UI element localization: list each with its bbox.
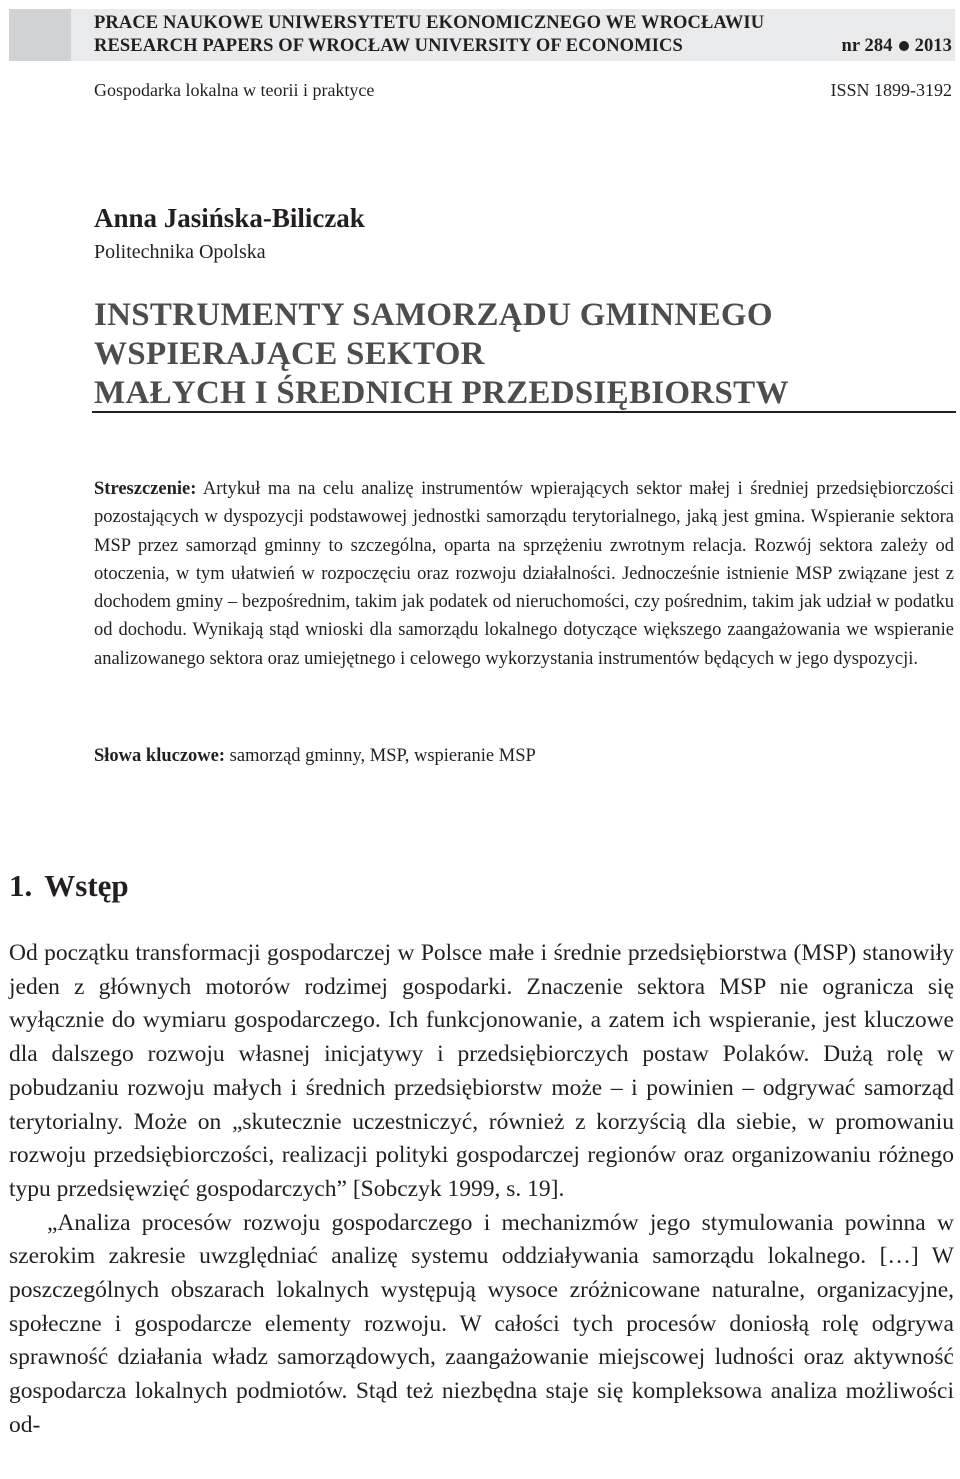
abstract-text: Artykuł ma na celu analizę instrumentów wpierających sektor małej i średniej przedsiębiorczości pozostających w dyspozycji podstawowej jednostki samorządu terytorialnego, jaką jest gmina. Wspieranie sektora MSP przez samorząd gminny to szczególna, oparta na sprzężeniu zwrotnym relacja. Rozwój sektora zależy od otoczenia, w tym ułatwień w rozpoczęciu oraz rozwoju działalności. Jednocześnie istnienie MSP związane jest z dochodem gminy – bezpośrednim, takim jak podatek od nieruchomości, czy pośrednim, takim jak udział w podatku od dochodu. Wynikają stąd wnioski dla samorządu lokalnego dotyczące większego zaangażowania we wspieranie analizowanego sektora oraz umiejętnego i celowego wykorzystania instrumentów będących w jego dyspozycji. <box>94 479 954 669</box>
section-number: 1. <box>9 868 33 903</box>
issue-number: nr 284 <box>841 36 893 56</box>
issue-year: 2013 <box>914 36 952 56</box>
body-paragraph: „Analiza procesów rozwoju gospodarczego i mechanizmów jego stymulowania powinna w szerokim zakresie uwzględniać analizę systemu oddziaływania samorządu lokalnego. […] W poszczególnych obszarach lokalnych występują wysoce zróżnicowane naturalne, organizacyjne, społeczne i gospodarcze elementy rozwoju. W całości tych procesów doniosłą rolę odgrywa sprawność działania władz samorządowych, zaangażowanie miejscowej ludności oraz aktywność gospodarcza lokalnych podmiotów. Stąd też niezbędna staje się kompleksowa analiza możliwości od- <box>9 1209 954 1438</box>
keywords-label: Słowa kluczowe: <box>94 746 226 766</box>
journal-name-polish: PRACE NAUKOWE UNIWERSYTETU EKONOMICZNEGO WE WROCŁAWIU <box>94 13 765 33</box>
abstract-label: Streszczenie: <box>94 479 197 499</box>
abstract <box>94 475 954 673</box>
body-text <box>9 937 954 1443</box>
keywords <box>94 746 954 767</box>
issue-info <box>841 36 952 57</box>
body-paragraph: Od początku transformacji gospodarczej w Polsce małe i średnie przedsiębiorstwa (MSP) stanowiły jeden z głównych motorów rodzimej gospodarki. Znaczenie sektora MSP nie ogranicza się wyłącznie do wymiaru gospodarczego. Ich funkcjonowanie, a zatem ich wspieranie, jest kluczowe dla dalszego rozwoju własnej inicjatywy i przedsiębiorczych postaw Polaków. Dużą rolę w pobudzaniu rozwoju małych i średnich przedsiębiorstw może – i powinien – odgrywać samorząd terytorialny. Może on „skutecznie uczestniczyć, również z korzyścią dla siebie, w promowaniu rozwoju przedsiębiorczości, realizacji polityki gospodarczej regionów oraz organizowaniu różnego typu przedsięwzięć gospodarczych” [Sobczyk 1999, s. 19]. <box>9 940 954 1202</box>
title-divider <box>92 411 956 413</box>
series-line <box>94 80 952 101</box>
header-corner-square <box>9 9 71 61</box>
section-title: Wstęp <box>44 868 129 903</box>
issn: ISSN 1899-3192 <box>830 80 952 100</box>
bullet-dot-icon <box>899 41 909 51</box>
series-title: Gospodarka lokalna w teorii i praktyce <box>94 80 375 100</box>
section-heading <box>9 868 129 904</box>
article-title <box>94 296 789 413</box>
article-title-line: MAŁYCH I ŚREDNICH PRZEDSIĘBIORSTW <box>94 375 789 411</box>
journal-name-english-text: RESEARCH PAPERS OF WROCŁAW UNIVERSITY OF ECONOMICS <box>94 36 683 56</box>
author-name: Anna Jasińska-Biliczak <box>94 203 365 233</box>
article-title-line: WSPIERAJĄCE SEKTOR <box>94 336 485 372</box>
article-title-line: INSTRUMENTY SAMORZĄDU GMINNEGO <box>94 297 773 333</box>
journal-name-english <box>94 36 952 57</box>
keywords-text: samorząd gminny, MSP, wspieranie MSP <box>229 746 536 766</box>
author-affiliation: Politechnika Opolska <box>94 241 266 263</box>
